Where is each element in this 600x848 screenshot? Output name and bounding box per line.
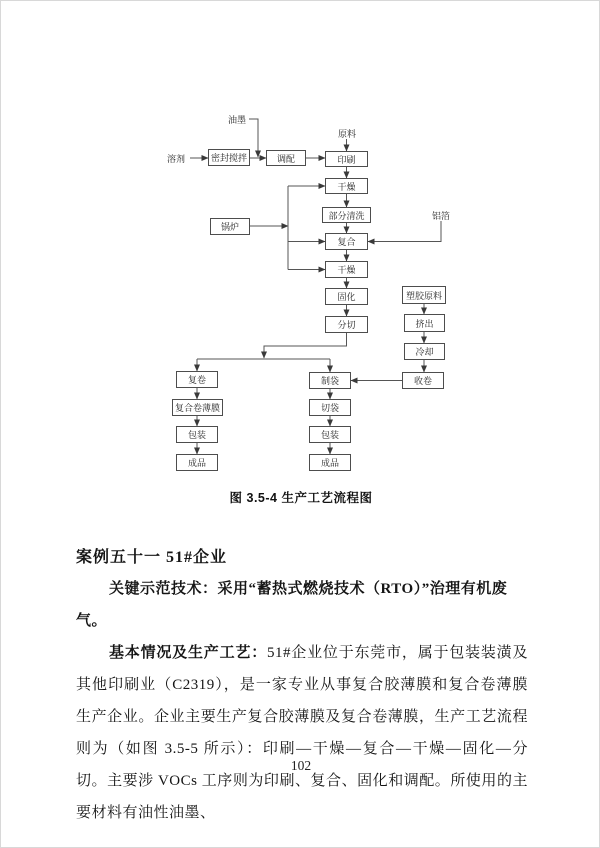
node-rewind: 复卷 bbox=[176, 371, 218, 388]
key-tech-line: 关键示范技术：采用“蓄热式燃烧技术（RTO）”治理有机废气。 bbox=[76, 581, 508, 629]
node-blend: 调配 bbox=[266, 150, 306, 166]
node-boiler: 锅炉 bbox=[210, 218, 250, 235]
node-extrude: 挤出 bbox=[404, 314, 445, 332]
flowchart-connectors bbox=[1, 1, 600, 481]
node-cool: 冷却 bbox=[404, 343, 445, 360]
basic-info-paragraph bbox=[76, 637, 528, 829]
node-wind: 收卷 bbox=[402, 372, 444, 389]
node-ink-label: 油墨 bbox=[227, 115, 246, 125]
node-dry-1: 干燥 bbox=[325, 178, 368, 194]
node-partial-clean: 部分清洗 bbox=[322, 207, 371, 223]
node-pack-right: 包装 bbox=[309, 426, 351, 443]
page-number: 102 bbox=[290, 758, 312, 773]
node-seal-mix: 密封搅拌 bbox=[208, 149, 250, 166]
node-bag-cutting: 切袋 bbox=[309, 399, 351, 416]
paragraph-lead: 基本情况及生产工艺： bbox=[109, 645, 267, 661]
node-composite-film: 复合卷薄膜 bbox=[172, 399, 223, 416]
case-heading: 案例五十一 51#企业 bbox=[76, 549, 228, 566]
node-solvent-label: 溶剂 bbox=[166, 154, 185, 164]
node-laminate: 复合 bbox=[325, 233, 368, 250]
body-text bbox=[76, 543, 528, 829]
node-bag-making: 制袋 bbox=[309, 372, 351, 389]
node-aluminum-foil-label: 铝箔 bbox=[431, 211, 450, 221]
node-product-right: 成品 bbox=[309, 454, 351, 471]
node-cure: 固化 bbox=[325, 288, 368, 305]
node-raw-material-label: 原料 bbox=[337, 129, 356, 139]
node-product-left: 成品 bbox=[176, 454, 218, 471]
node-slit: 分切 bbox=[325, 316, 368, 333]
figure-caption: 图 3.5-4 生产工艺流程图 bbox=[229, 491, 373, 505]
node-dry-2: 干燥 bbox=[325, 261, 368, 278]
paragraph-body: 51#企业位于东莞市，属于包装装潢及其他印刷业（C2319），是一家专业从事复合胶薄膜和复合卷薄膜生产企业。企业主要生产复合胶薄膜及复合卷薄膜，生产工艺流程则为（如图 3.5-5 所示）：印刷—干燥—复合—干燥—固化—分切。主要涉 VOCs 工序则为印刷、复合、固化和调配。所使用的主要材料有油性油墨、 bbox=[76, 645, 528, 821]
node-plastic-raw: 塑胶原料 bbox=[402, 286, 446, 304]
process-flowchart bbox=[1, 1, 600, 481]
node-print: 印刷 bbox=[325, 151, 368, 167]
node-pack-left: 包装 bbox=[176, 426, 218, 443]
